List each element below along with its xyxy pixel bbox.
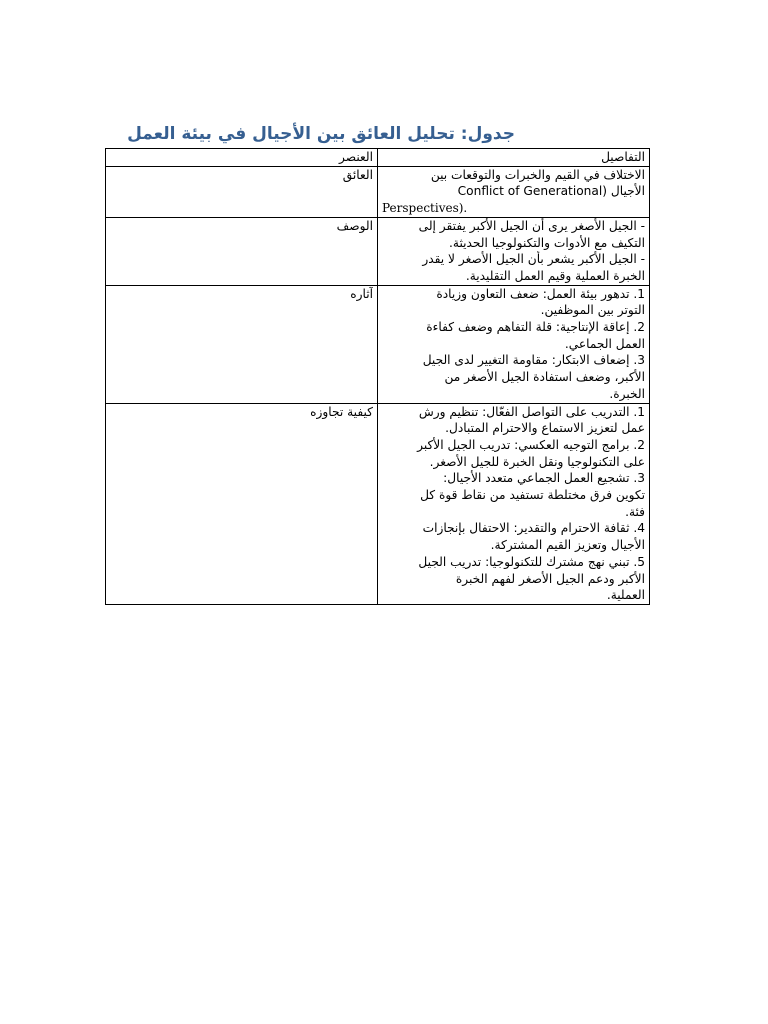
detail-line: العملية.	[606, 588, 645, 603]
detail-line: 3. إضعاف الابتكار: مقاومة التغيير لدى الجيل	[422, 353, 645, 368]
header-details: التفاصيل	[378, 149, 650, 167]
detail-line: على التكنولوجيا ونقل الخبرة للجيل الأصغر.	[429, 454, 645, 469]
detail-line: فئة.	[625, 504, 645, 519]
detail-line: 4. ثقافة الاحترام والتقدير: الاحتفال بإنجازات	[422, 521, 645, 536]
row-details-cell	[378, 403, 650, 604]
detail-line: العمل الجماعي.	[564, 336, 645, 351]
header-element: العنصر	[106, 149, 378, 167]
detail-line: 1. التدريب على التواصل الفعّال: تنظيم ورش	[418, 404, 645, 419]
detail-line: التكيف مع الأدوات والتكنولوجيا الحديثة.	[449, 235, 645, 250]
generational-barrier-table	[105, 148, 650, 605]
detail-line: 3. تشجيع العمل الجماعي متعدد الأجيال:	[443, 471, 645, 486]
table-row-effects	[106, 285, 650, 403]
detail-line: الأجيال (Conflict of Generational	[457, 184, 645, 199]
detail-line: 2. إعاقة الإنتاجية: قلة التفاهم وضعف كفاءة	[426, 320, 645, 335]
detail-line: - الجيل الأصغر يرى أن الجيل الأكبر يفتقر إلى	[418, 218, 645, 233]
detail-line: - الجيل الأكبر يشعر بأن الجيل الأصغر لا يقدر	[422, 252, 645, 267]
table-row-barrier	[106, 166, 650, 217]
detail-line: 2. برامج التوجيه العكسي: تدريب الجيل الأكبر	[417, 437, 645, 452]
detail-line: عمل لتعزيز الاستماع والاحترام المتبادل.	[445, 421, 645, 436]
detail-line: تكوين فرق مختلطة تستفيد من نقاط قوة كل	[420, 488, 645, 503]
detail-line: الاختلاف في القيم والخبرات والتوقعات بين	[430, 167, 645, 182]
detail-line: الأكبر ودعم الجيل الأصغر لفهم الخبرة	[455, 571, 645, 586]
document-title: جدول: تحليل العائق بين الأجيال في بيئة العمل	[127, 124, 515, 144]
detail-line: التوتر بين الموظفين.	[540, 303, 645, 318]
detail-line: 5. تبني نهج مشترك للتكنولوجيا: تدريب الجيل	[418, 554, 645, 569]
detail-line: 1. تدهور بيئة العمل: ضعف التعاون وزيادة	[436, 286, 645, 301]
detail-line: الأجيال وتعزيز القيم المشتركة.	[490, 538, 645, 553]
detail-line: الأكبر، وضعف استفادة الجيل الأصغر من	[444, 370, 645, 385]
row-element-cell: الوصف	[106, 217, 378, 285]
row-details-cell	[378, 285, 650, 403]
row-details-cell	[378, 166, 650, 217]
row-element-cell: آثاره	[106, 285, 378, 403]
detail-line: Perspectives).	[382, 201, 468, 216]
table-row-description	[106, 217, 650, 285]
row-element-cell: كيفية تجاوزه	[106, 403, 378, 604]
table-row-solutions	[106, 403, 650, 604]
table-header-row	[106, 149, 650, 167]
row-details-cell	[378, 217, 650, 285]
detail-line: الخبرة.	[609, 386, 645, 401]
detail-line: الخبرة العملية وقيم العمل التقليدية.	[465, 268, 645, 283]
row-element-cell: العائق	[106, 166, 378, 217]
